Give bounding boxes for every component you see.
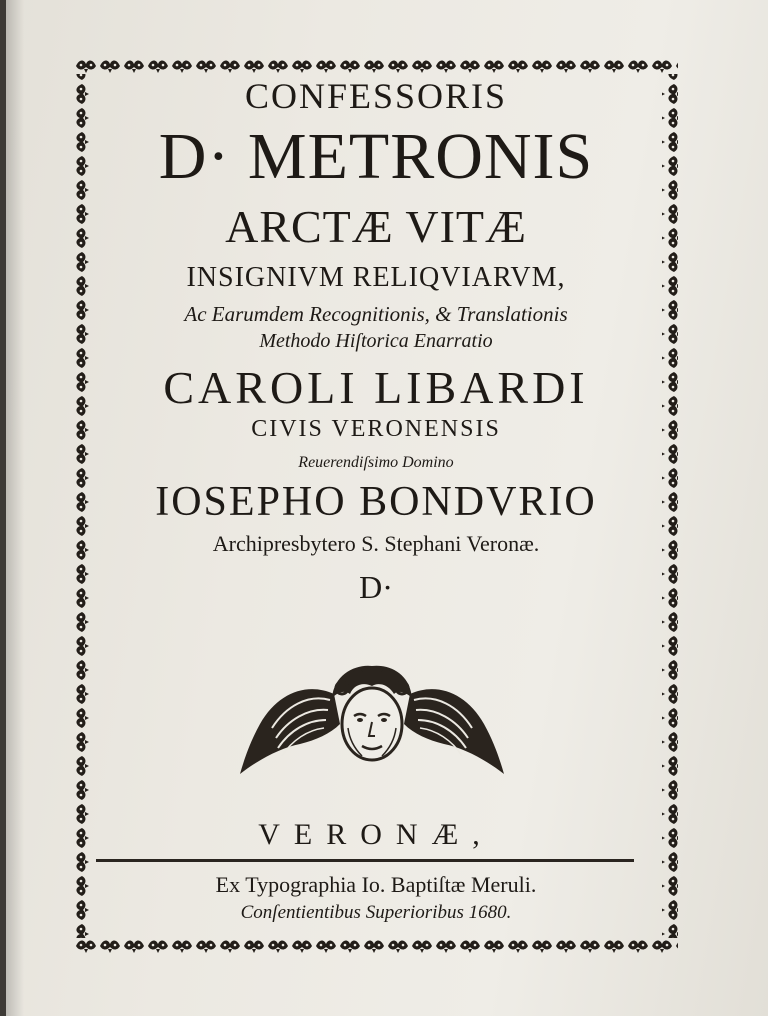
subtitle-line-1: Ac Earumdem Recognitionis, & Translationis (184, 302, 568, 326)
dedication-mark: D· (359, 569, 393, 605)
imprint-license-year: Conſentientibus Superioribus 1680. (240, 902, 512, 923)
imprint-place: VERONÆ, (258, 818, 494, 851)
cherub-ornament-icon (238, 664, 506, 780)
imprint-rule (96, 859, 634, 862)
dedicatee-name: IOSEPHO BONDVRIO (155, 479, 597, 525)
subtitle-line-2: Methodo Hiſtorica Enarratio (259, 330, 493, 352)
title-line-3: ARCTÆ VITÆ (225, 201, 527, 252)
title-line-4: INSIGNIVM RELIQVIARVM, (186, 262, 566, 293)
title-block (94, 78, 658, 603)
dedicatee-title: Archipresbytero S. Stephani Veronæ. (212, 531, 540, 556)
binding-shadow (6, 0, 24, 1016)
dedication-prefix: Reuerendiſsimo Domino (298, 454, 454, 471)
title-line-1: CONFESSORIS (244, 76, 508, 116)
author-name: CAROLI LIBARDI (163, 362, 589, 413)
imprint-printer: Ex Typographia Io. Baptiſtæ Meruli. (215, 872, 537, 897)
author-city: CIVIS VERONENSIS (251, 416, 501, 442)
title-line-2: D· METRONIS (158, 120, 594, 193)
title-page (6, 0, 768, 1016)
